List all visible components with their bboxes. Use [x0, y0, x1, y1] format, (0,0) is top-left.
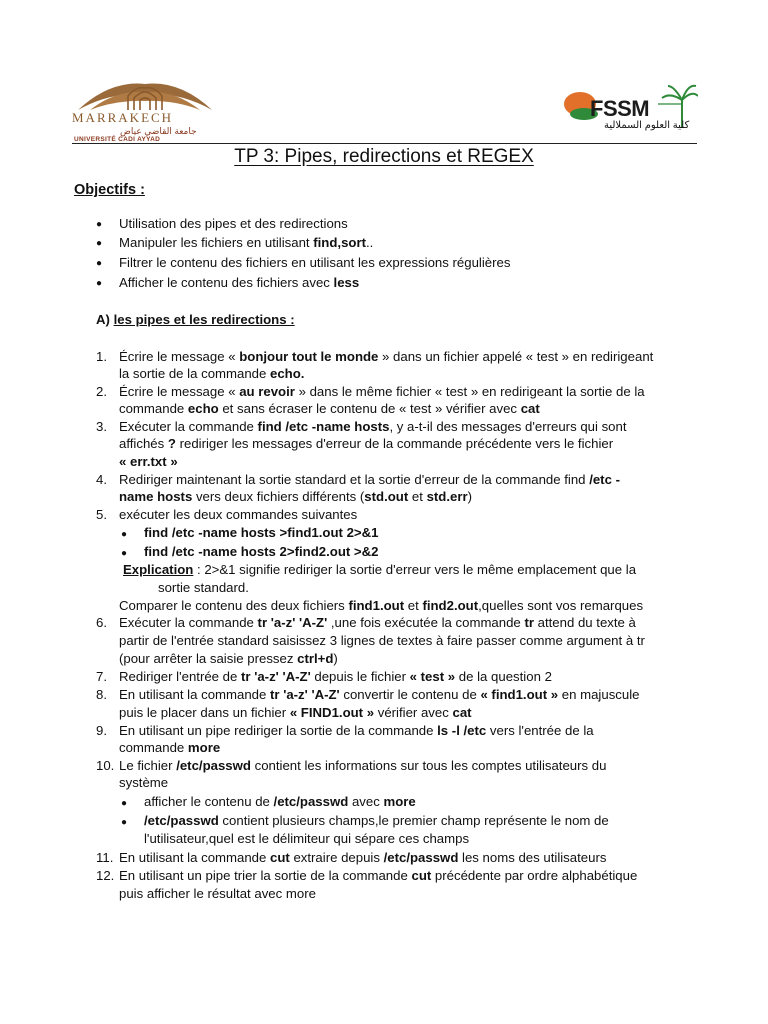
item-number: 3.	[96, 419, 107, 434]
item-number: 8.	[96, 687, 107, 702]
item-text: Rediriger maintenant la sortie standard et la sortie d'erreur de la commande find /etc -	[119, 472, 620, 487]
item-text: En utilisant un pipe trier la sortie de la commande cut précédente par ordre alphabétique	[119, 868, 638, 883]
explanation-text: Explication : 2>&1 signifie rediriger la sortie d'erreur vers le même emplacement que la	[123, 562, 637, 577]
bullet-icon: ●	[121, 529, 128, 540]
item-number: 2.	[96, 384, 107, 399]
item-number: 11.	[96, 850, 114, 865]
fssm-acronym: FSSM	[590, 96, 650, 121]
item-text: commande more	[119, 740, 221, 755]
item-text: En utilisant un pipe rediriger la sortie de la commande ls -l /etc vers l'entrée de la	[119, 723, 594, 738]
item-number: 1.	[96, 349, 107, 364]
bullet-icon: ●	[121, 817, 128, 828]
item-text: la sortie de la commande echo.	[119, 366, 305, 381]
item-text: « err.txt »	[119, 454, 178, 469]
item-text: (pour arrêter la saisie pressez ctrl+d)	[119, 651, 338, 666]
bullet-icon: ●	[121, 548, 128, 559]
bullet-icon: ●	[96, 258, 103, 269]
item-number: 4.	[96, 472, 107, 487]
objective-item: Filtrer le contenu des fichiers en utilisant les expressions régulières	[119, 255, 511, 270]
item-text: commande echo et sans écraser le contenu de « test » vérifier avec cat	[119, 401, 540, 416]
item-text: puis le placer dans un fichier « FIND1.out » vérifier avec cat	[119, 705, 472, 720]
explanation-text: sortie standard.	[158, 580, 249, 595]
item-text: exécuter les deux commandes suivantes	[119, 507, 358, 522]
command-text: find /etc -name hosts 2>find2.out >&2	[144, 544, 379, 559]
item-text: En utilisant la commande tr 'a-z' 'A-Z' convertir le contenu de « find1.out » en majuscule	[119, 687, 640, 702]
item-text: affichés ? rediriger les messages d'erreur de la commande précédente vers le fichier	[119, 436, 614, 451]
objective-item: Utilisation des pipes et des redirections	[119, 216, 348, 231]
bullet-icon: ●	[96, 219, 103, 230]
item-text: name hosts vers deux fichiers différents (std.out et std.err)	[119, 489, 473, 504]
item-number: 7.	[96, 669, 107, 684]
item-text: En utilisant la commande cut extraire depuis /etc/passwd les noms des utilisateurs	[119, 850, 607, 865]
objective-item: Manipuler les fichiers en utilisant find,sort..	[119, 235, 374, 250]
page-title: TP 3: Pipes, redirections et REGEX	[234, 146, 534, 167]
item-number: 5.	[96, 507, 107, 522]
fssm-arabic-label: كلية العلوم السملالية	[604, 120, 690, 131]
objectives-heading: Objectifs :	[74, 182, 145, 198]
item-number: 6.	[96, 615, 107, 630]
header-divider	[72, 143, 697, 144]
section-a-heading: A) les pipes et les redirections :	[96, 312, 295, 327]
item-text: Exécuter la commande tr 'a-z' 'A-Z' ,une fois exécutée la commande tr attend du texte à	[119, 615, 636, 630]
uca-university-label: UNIVERSITÉ CADI AYYAD	[74, 136, 161, 143]
item-text: Écrire le message « au revoir » dans le même fichier « test » en redirigeant la sortie de la	[119, 384, 645, 399]
sub-item-text: /etc/passwd contient plusieurs champs,le premier champ représente le nom de	[144, 813, 609, 828]
uca-arabic-label: جامعة القاضي عياض	[120, 126, 197, 136]
sub-item-text: l'utilisateur,quel est le délimiteur qui sépare ces champs	[144, 831, 470, 846]
item-number: 12.	[96, 868, 115, 883]
bullet-icon: ●	[96, 238, 103, 249]
command-text: find /etc -name hosts >find1.out 2>&1	[144, 525, 379, 540]
bullet-icon: ●	[121, 798, 128, 809]
item-text: Le fichier /etc/passwd contient les informations sur tous les comptes utilisateurs du	[119, 758, 607, 773]
sub-item-text: afficher le contenu de /etc/passwd avec more	[144, 794, 416, 809]
item-text: Exécuter la commande find /etc -name hosts, y a-t-il des messages d'erreurs qui sont	[119, 419, 627, 434]
item-text: puis afficher le résultat avec more	[119, 886, 316, 901]
item-text: Écrire le message « bonjour tout le monde » dans un fichier appelé « test » en redirigeant	[119, 349, 654, 364]
bullet-icon: ●	[96, 278, 103, 289]
uca-city-label: MARRAKECH	[72, 110, 174, 125]
item-text: partir de l'entrée standard saisissez 3 lignes de textes à faire passer comme argument à tr	[119, 633, 645, 648]
item-text: système	[119, 775, 169, 790]
item-number: 9.	[96, 723, 107, 738]
item-text: Comparer le contenu des deux fichiers find1.out et find2.out,quelles sont vos remarques	[119, 598, 644, 613]
objective-item: Afficher le contenu des fichiers avec less	[119, 275, 360, 290]
item-number: 10.	[96, 758, 115, 773]
item-text: Rediriger l'entrée de tr 'a-z' 'A-Z' depuis le fichier « test » de la question 2	[119, 669, 552, 684]
